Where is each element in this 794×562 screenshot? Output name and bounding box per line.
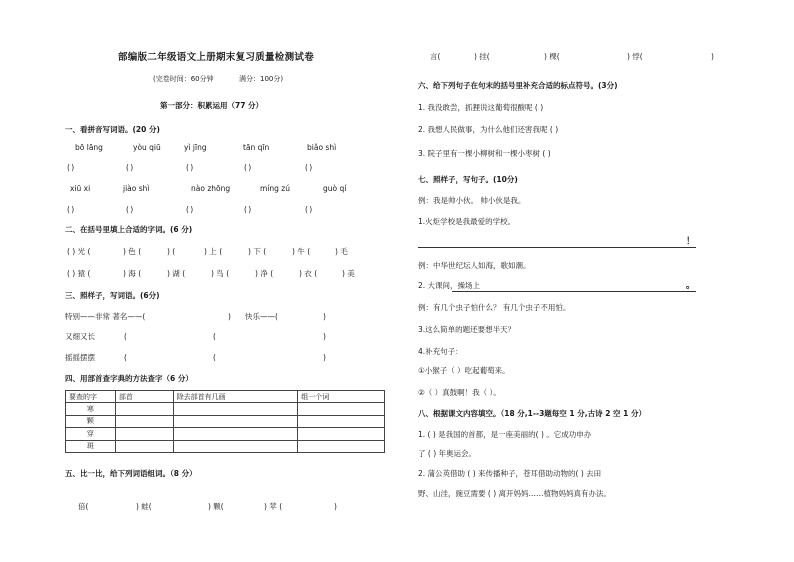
pinyin-blank-7[interactable]: ( ) <box>126 205 133 214</box>
table-char: 颗 <box>66 415 116 427</box>
q5-row1-1[interactable]: 倍( <box>78 502 89 511</box>
table-cell[interactable] <box>173 415 298 427</box>
pinyin-8: nào zhōng <box>191 184 231 193</box>
q3-blank-2a[interactable]: ( <box>124 332 127 341</box>
pinyin-6: xiū xi <box>70 184 91 193</box>
table-char: 寒 <box>66 403 116 415</box>
pinyin-9: míng zú <box>260 184 290 193</box>
q5-row2-2[interactable]: ) 挂( <box>474 52 490 61</box>
q3-heading: 三、照样子，写词语。(6分) <box>65 291 160 300</box>
q2-row2-1[interactable]: ( ) 猿 ( <box>67 269 91 278</box>
table-row <box>66 428 385 440</box>
q1-heading: 一、看拼音写词语。(20 分) <box>65 125 160 134</box>
pinyin-blank-5[interactable]: ( ) <box>305 163 312 172</box>
q7-sentence-3: 3.这么简单的题还要想半天？ <box>418 325 516 334</box>
q3-blank-2b[interactable]: ( <box>213 332 216 341</box>
q5-row1-5[interactable]: ) <box>334 502 337 511</box>
pinyin-blank-1[interactable]: ( ) <box>67 163 74 172</box>
table-char: 斑 <box>66 440 116 452</box>
table-cell[interactable] <box>173 428 298 440</box>
q7-fill-2[interactable]: ②（ ）真鼓啊！我（ ）。 <box>418 388 501 397</box>
q7-mark-2: 。 <box>686 281 696 291</box>
part-one-heading: 第一部分：积累运用（77 分） <box>160 101 264 110</box>
table-cell[interactable] <box>115 440 173 452</box>
q2-row2-7[interactable]: ) 美 <box>342 269 355 278</box>
q5-row2-5[interactable]: ) <box>711 52 714 61</box>
pinyin-4: tān qīn <box>243 143 270 152</box>
pinyin-blank-6[interactable]: ( ) <box>67 205 74 214</box>
pinyin-blank-3[interactable]: ( ) <box>186 163 193 172</box>
q7-sentence-4: 4.补充句子： <box>418 347 463 356</box>
pinyin-3: yì jīng <box>184 143 207 152</box>
q7-sentence-1: 1.火炬学校是我最爱的学校。 <box>418 217 516 226</box>
table-cell[interactable] <box>173 440 298 452</box>
table-row <box>66 440 385 452</box>
table-cell[interactable] <box>298 428 385 440</box>
q8-item-2a[interactable]: 2. 蒲公英借助 ( ) 来传播种子，苍耳借助动物的( ) 去田 <box>418 469 602 478</box>
q7-example-3: 例：有几个虫子怕什么？ 有几个虫子不用怕。 <box>418 303 571 312</box>
q3-blank-2c[interactable]: ) <box>323 332 326 341</box>
q5-row1-3[interactable]: ) 颗( <box>208 502 224 511</box>
q5-row2-3[interactable]: ) 棵( <box>544 52 560 61</box>
q2-row2-3[interactable]: ) 湖 ( <box>167 269 186 278</box>
q2-row1-5[interactable]: ) 下 ( <box>248 247 267 256</box>
q2-row1-2[interactable]: ) 色 ( <box>123 247 142 256</box>
q7-example-1: 例：我是帅小伙。 帅小伙是我。 <box>418 196 526 205</box>
table-header: 部首 <box>115 391 173 403</box>
q2-row1-1[interactable]: ( ) 光 ( <box>67 247 91 256</box>
q5-heading: 五、比一比，给下列词语组词。（8 分） <box>65 469 197 478</box>
table-cell[interactable] <box>173 403 298 415</box>
q3-blank-3c[interactable]: ) <box>323 353 326 362</box>
q3-kuaile: 快乐——( <box>245 312 278 321</box>
q2-row1-7[interactable]: ) 毛 <box>335 247 348 256</box>
q2-row2-6[interactable]: ) 衣 ( <box>299 269 318 278</box>
q8-item-1a[interactable]: 1. ( ) 是我国的首都，是一座美丽的( ) 。它成功申办 <box>418 430 592 439</box>
table-cell[interactable] <box>115 403 173 415</box>
q8-item-1b[interactable]: 了 ( ) 年奥运会。 <box>418 449 477 458</box>
table-cell[interactable] <box>298 440 385 452</box>
q5-row2-4[interactable]: ) 悖( <box>627 52 643 61</box>
q6-item-2[interactable]: 2. 我想人民做事，为什么他们还害我呢 ( ) <box>418 125 559 134</box>
dictionary-table <box>65 390 385 453</box>
table-row <box>66 415 385 427</box>
pinyin-10: guò qí <box>323 184 347 193</box>
q6-item-1[interactable]: 1. 我没敢尝，抓狸说这葡萄很酸呢 ( ) <box>418 103 544 112</box>
q7-answer-line-2[interactable] <box>452 291 696 292</box>
q2-row1-6[interactable]: ) 牛 ( <box>292 247 311 256</box>
q8-item-2b[interactable]: 野、山洼，豌豆需要 ( ) 离开妈妈……植物妈妈真有办法。 <box>418 489 612 498</box>
pinyin-blank-9[interactable]: ( ) <box>244 205 251 214</box>
pinyin-blank-8[interactable]: ( ) <box>186 205 193 214</box>
q3-blank-3a[interactable]: ( <box>124 353 127 362</box>
table-row <box>66 403 385 415</box>
pinyin-blank-4[interactable]: ( ) <box>244 163 251 172</box>
page-title: 部编版二年级语文上册期末复习质量检测试卷 <box>118 52 315 63</box>
q7-heading: 七、照样子，写句子。(10分) <box>418 175 518 184</box>
exam-time: (完卷时间：60分钟 <box>153 75 214 83</box>
q2-row1-3[interactable]: ) ( <box>167 247 176 256</box>
q2-row2-4[interactable]: ) 鸟 ( <box>211 269 230 278</box>
table-cell[interactable] <box>115 428 173 440</box>
pinyin-2: yòu qiū <box>133 143 161 152</box>
table-char: 穿 <box>66 428 116 440</box>
table-header: 除去部首有几画 <box>173 391 298 403</box>
q2-row1-4[interactable]: ) 上 ( <box>204 247 223 256</box>
q5-row1-4[interactable]: ) 苹 ( <box>264 502 283 511</box>
q7-example-2: 例：中华世纪坛人如海，歌如潮。 <box>418 261 531 270</box>
pinyin-blank-2[interactable]: ( ) <box>126 163 133 172</box>
q3-blank-close-1[interactable]: ) <box>228 312 231 321</box>
q3-blank-close-2[interactable]: ) <box>323 312 326 321</box>
q2-row2-2[interactable]: ) 海 ( <box>123 269 142 278</box>
q7-answer-line-1[interactable] <box>418 247 696 248</box>
q6-heading: 六、给下列句子在句末的括号里补充合适的标点符号。(3分) <box>418 81 618 90</box>
q4-heading: 四、用部首查字典的方法查字（6 分） <box>65 374 193 383</box>
q3-yaoyaobaibai: 摇摇摆摆 <box>65 353 95 362</box>
table-cell[interactable] <box>298 415 385 427</box>
q5-row2-1[interactable]: 言( <box>430 52 441 61</box>
q5-row1-2[interactable]: ) 蛙( <box>136 502 152 511</box>
q7-fill-1[interactable]: ①小猴子（ ）吃起葡萄来。 <box>418 366 510 375</box>
pinyin-1: bō lāng <box>75 143 103 152</box>
q7-sentence-2: 2. 大课间，操场上 <box>418 281 481 290</box>
pinyin-blank-10[interactable]: ( ) <box>305 205 312 214</box>
pinyin-5: biǎo shì <box>307 143 337 152</box>
pinyin-7: jiào shì <box>123 184 150 193</box>
exam-score: 满分：100分) <box>239 75 284 83</box>
q2-heading: 二、在括号里填上合适的字词。(6 分) <box>65 225 193 234</box>
q6-item-3[interactable]: 3. 院子里有一棵小柳树和一棵小枣树 ( ) <box>418 149 551 158</box>
table-cell[interactable] <box>298 403 385 415</box>
q7-mark-1: ！ <box>686 237 696 247</box>
table-header: 组一个词 <box>298 391 385 403</box>
table-header: 要查的字 <box>66 391 116 403</box>
q3-blank-3b[interactable]: ( <box>213 353 216 362</box>
q3-example-line: 特别——非常 著名——( <box>65 312 146 321</box>
q2-row2-5[interactable]: ) 净 ( <box>255 269 274 278</box>
q3-youxiyouchang: 又细又长 <box>65 332 95 341</box>
table-header-row <box>66 391 385 403</box>
table-cell[interactable] <box>115 415 173 427</box>
q8-heading: 八、根据课文内容填空。（18 分,1--3题每空 1 分,古诗 2 空 1 分） <box>418 409 646 418</box>
